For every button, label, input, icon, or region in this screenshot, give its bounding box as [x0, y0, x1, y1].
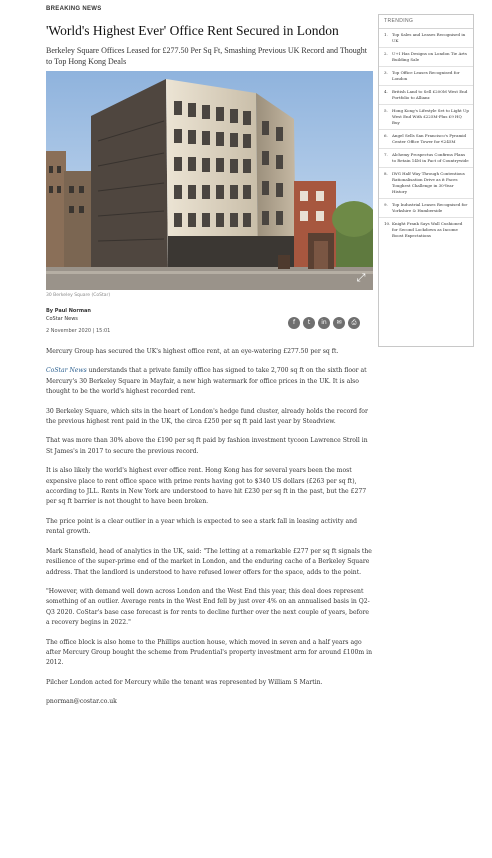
- trending-item[interactable]: 6. Angel Sells San Francisco's Pyramid Center Office Tower for €245M: [379, 130, 473, 149]
- trending-title: TRENDING: [379, 15, 473, 29]
- article-headline: 'World's Highest Ever' Office Rent Secured in London: [46, 23, 339, 38]
- byline: [46, 307, 91, 323]
- trending-sidebar: [378, 14, 474, 347]
- paragraph: Pilcher London acted for Mercury while the tenant was represented by William S Martin.: [46, 678, 323, 686]
- linkedin-icon[interactable]: in: [318, 317, 330, 329]
- facebook-icon[interactable]: f: [288, 317, 300, 329]
- print-icon[interactable]: ⎙: [348, 317, 360, 329]
- paragraph: Mercury Group has secured the UK's highest office rent, at an eye-watering £277.50 per sq ft.: [46, 348, 339, 355]
- expand-icon[interactable]: ⤢: [356, 271, 366, 284]
- author-name[interactable]: By Paul Norman: [46, 308, 91, 314]
- paragraph: CoStar News understands that a private family office has signed to take 2,700 sq ft on the sixth floor at Mercury's 30 Berkeley Square in Mayfair, a new high watermark for office prices in the UK. It is also thought to be the world's highest recorded rent.: [46, 367, 367, 396]
- trending-item[interactable]: 8. IWG Half Way Through Contentious Rationalisation Drive as it Faces Toughest Challenge in 30-Year History: [379, 168, 473, 199]
- share-bar: [288, 317, 360, 329]
- paragraph: It is also likely the world's highest ever office rent. Hong Kong has for several years been the most expensive place to rent office space with prime rents having got to $340 US dollars (£263 per sq ft), according to JLL. Rents in New York are understood to have hit £230 per sq ft in the past, but the £277 per sq ft barrier is not thought to have been broken.: [46, 467, 367, 506]
- twitter-icon[interactable]: t: [303, 317, 315, 329]
- paragraph: Mark Stansfield, head of analytics in the UK, said: "The letting at a remarkable £277 per sq ft signals the resilience of the super-prime end of the market in London, and the enduring cache of a Berkeley Square address. That the landlord is understood to have refused lower offers for the space, adds to the point.: [46, 547, 372, 576]
- trending-list: [379, 29, 473, 242]
- publish-date: 2 November 2020 | 15:01: [46, 328, 111, 334]
- breaking-news-label: BREAKING NEWS: [46, 6, 102, 12]
- building-photo: [46, 71, 373, 290]
- email-icon[interactable]: ✉: [333, 317, 345, 329]
- trending-item[interactable]: 3. Top Office Leases Recognised for London: [379, 67, 473, 86]
- paragraph: 30 Berkeley Square, which sits in the heart of London's hedge fund cluster, already holds the record for the previous highest rent paid in the UK, the circa £250 per sq ft paid last year by Steadview.: [46, 407, 368, 426]
- trending-item[interactable]: 5. Hong Kong's Lifestyle Set to Light Up West End With £225M-Plus £9 HQ Buy: [379, 105, 473, 130]
- paragraph: "However, with demand well down across London and the West End this year, this deal does represent something of an outlier. Average rents in the West End fell by just over 4% on an annualised basis in Q2-Q3 2020. CoStar's base case forecast is for rents to decline further over the next couple of years, before a recovery begins in 2022.": [46, 587, 370, 627]
- outlet-name: CoStar News: [46, 316, 78, 322]
- trending-item[interactable]: 9. Top Industrial Leases Recognised for Yorkshire & Humberside: [379, 199, 473, 218]
- trending-item[interactable]: 1. Top Sales and Leases Recognised in UK: [379, 29, 473, 48]
- paragraph: The price point is a clear outlier in a year which is expected to see a stark fall in leasing activity and rental growth.: [46, 517, 357, 536]
- article-subhead: Berkeley Square Offices Leased for £277.50 Per Sq Ft, Smashing Previous UK Record and Thought to Top Hong Kong Deals: [46, 46, 367, 66]
- author-email[interactable]: pnorman@costar.co.uk: [46, 698, 117, 706]
- article-body: [46, 347, 373, 717]
- trending-item[interactable]: 10. Knight Frank Says Wall Cushioned for Second Lockdown as Income Boost Expectations: [384, 221, 463, 238]
- trending-item[interactable]: 2. U+I Has Designs on London Tie Arts Building Sale: [379, 48, 473, 67]
- trending-item[interactable]: 4. British Land to Sell £200M West End Portfolio to Allianz: [379, 86, 473, 105]
- source-link[interactable]: CoStar News: [46, 367, 87, 375]
- paragraph: That was more than 30% above the £190 per sq ft paid by fashion investment tycoon Lawrence Stroll in St James's in 2017 to secure the previous record.: [46, 437, 368, 455]
- image-caption: 30 Berkeley Square (CoStar): [46, 293, 111, 298]
- hero-image[interactable]: [46, 71, 373, 290]
- paragraph: The office block is also home to the Phillips auction house, which moved in seven and a half years ago after Mercury Group bought the scheme from Prudential's property investment arm for around £100m in 2012.: [46, 638, 373, 667]
- trending-item[interactable]: 7. Alchemy Prospectus Confirms Plans to Retain 14M in Fact of Countrywide: [379, 149, 473, 168]
